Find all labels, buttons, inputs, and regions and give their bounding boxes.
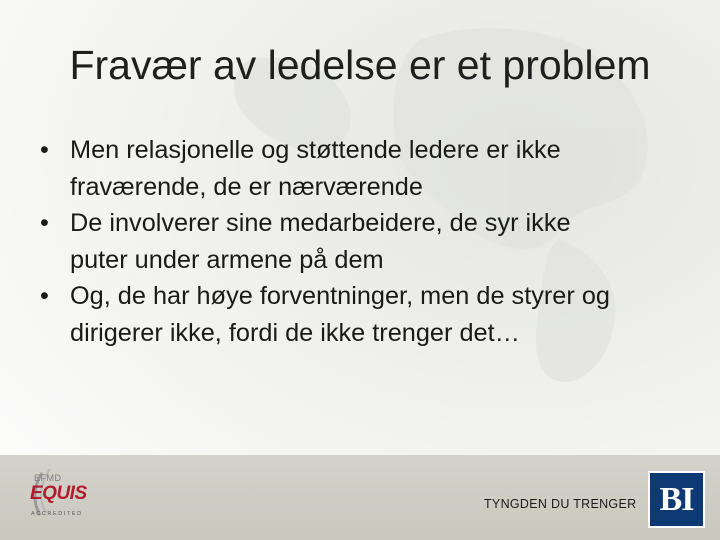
equis-efmd-label: EFMD: [34, 473, 62, 483]
equis-logo-text: EQUIS: [30, 483, 87, 504]
bullet-item: [40, 132, 610, 205]
bullet-icon: •: [40, 136, 49, 164]
bullet-list: [40, 132, 610, 351]
footer-band: [0, 455, 720, 540]
bullet-text: De involverer sine medarbeidere, de syr ikke puter under armene på dem: [70, 209, 571, 274]
bullet-item: [40, 278, 610, 351]
bullet-item: [40, 205, 610, 278]
bi-logo-text: BI: [659, 480, 694, 518]
bullet-text: Men relasjonelle og støttende ledere er ikke fraværende, de er nærværende: [70, 136, 561, 201]
bullet-text: Og, de har høye forventninger, men de styrer og dirigerer ikke, fordi de ikke trenger det…: [70, 282, 610, 347]
slide-title: Fravær av ledelse er et problem: [69, 42, 651, 88]
bi-logo: [648, 471, 705, 528]
equis-accredited-label: ACCREDITED: [31, 511, 83, 517]
bullet-icon: •: [40, 282, 49, 310]
tagline: TYNGDEN DU TRENGER: [484, 497, 637, 511]
bullet-icon: •: [40, 209, 49, 237]
